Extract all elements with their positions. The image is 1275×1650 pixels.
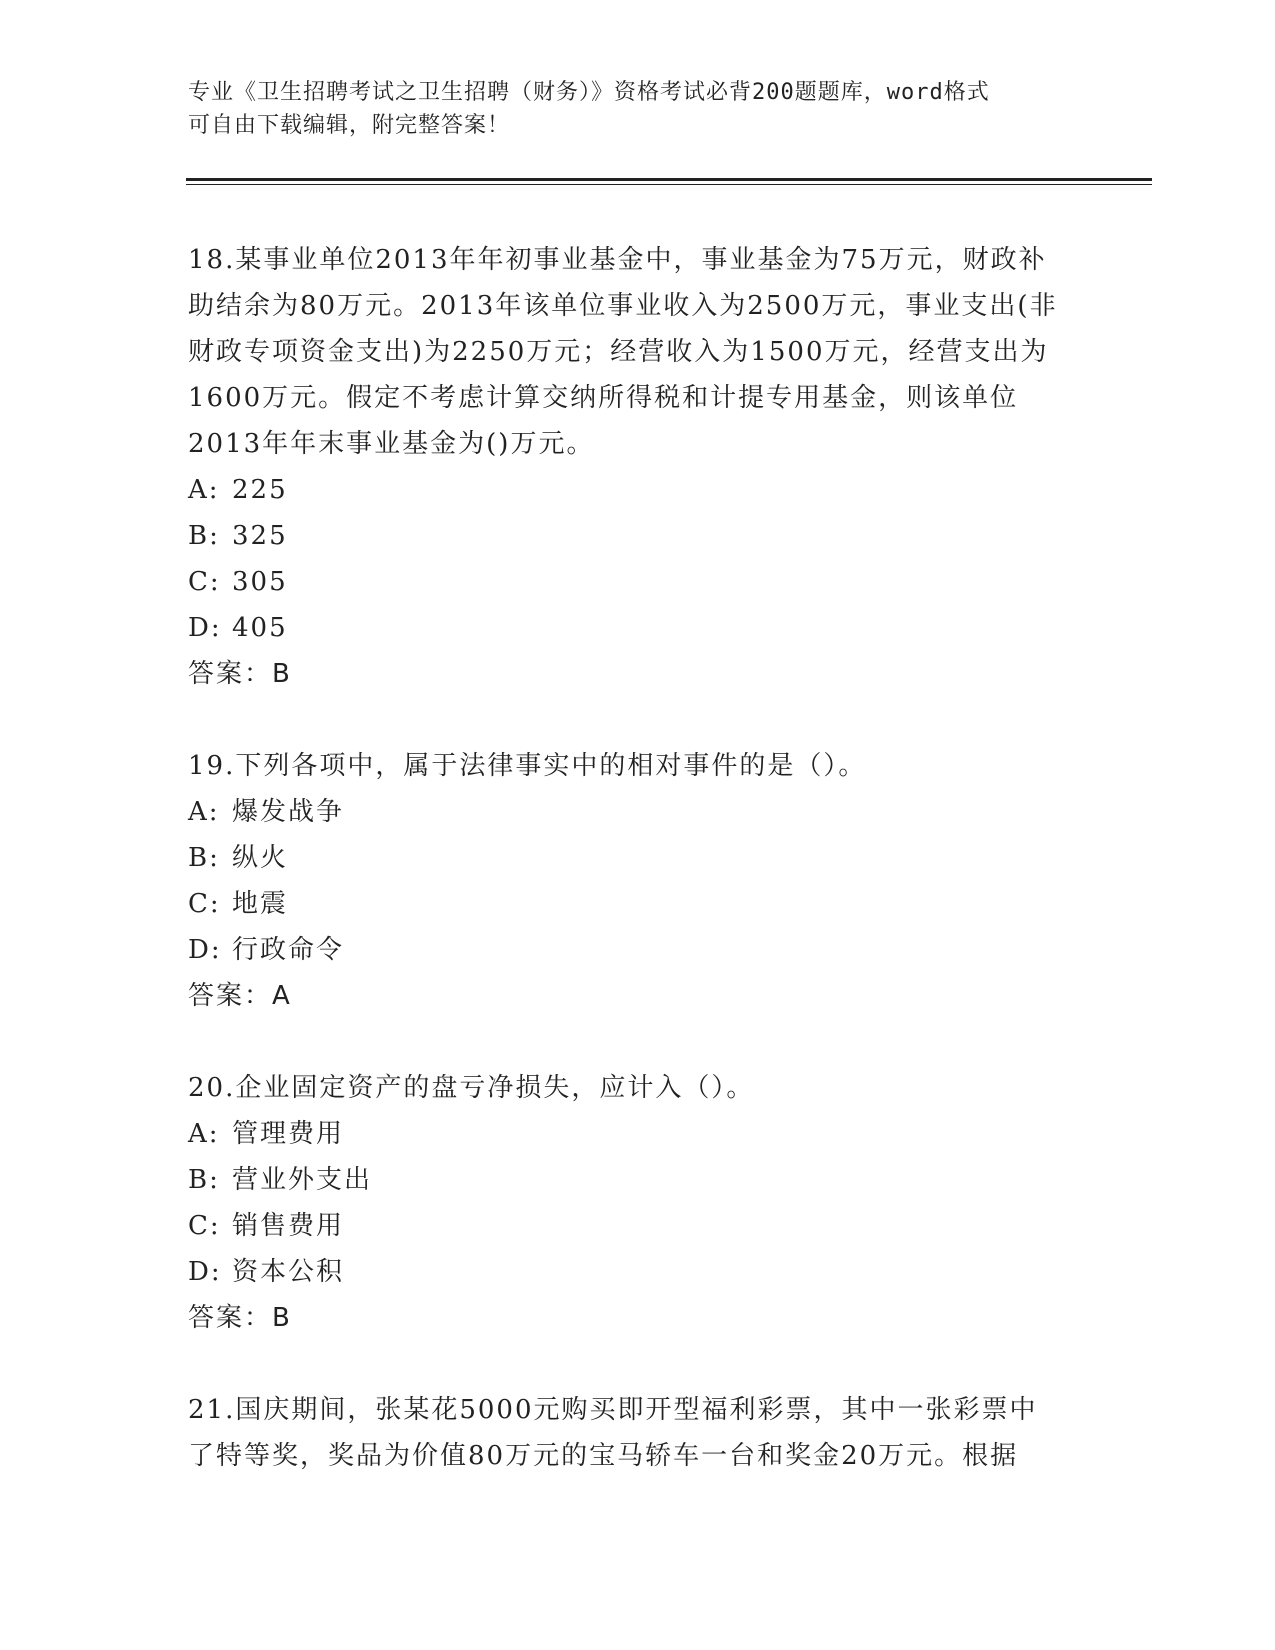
option-key: B:	[188, 521, 220, 551]
option-text: 305	[232, 567, 288, 597]
option-d	[188, 605, 1088, 651]
question-list	[188, 237, 1088, 1479]
option-key: A:	[188, 1119, 220, 1149]
option-key: D:	[188, 935, 222, 965]
option-a	[188, 1111, 1088, 1157]
option-text: 地震	[232, 889, 289, 919]
question-text-line: 1600万元。假定不考虑计算交纳所得税和计提专用基金，则该单位	[188, 383, 1019, 413]
option-text: 营业外支出	[232, 1165, 373, 1195]
question-text-line: 助结余为80万元。2013年该单位事业收入为2500万元，事业支出(非	[188, 291, 1058, 321]
option-key: B:	[188, 1165, 220, 1195]
option-d	[188, 1249, 1088, 1295]
option-text: 225	[232, 475, 288, 505]
header-rule-thick	[186, 178, 1152, 181]
option-key: D:	[188, 613, 222, 643]
option-key: D:	[188, 1257, 222, 1287]
option-b	[188, 835, 1088, 881]
question-19	[188, 743, 1088, 1019]
option-key: C:	[188, 567, 221, 597]
option-text: 爆发战争	[232, 797, 345, 827]
option-key: A:	[188, 797, 220, 827]
question-text-line: 18.某事业单位2013年年初事业基金中，事业基金为75万元，财政补	[188, 245, 1047, 275]
question-text-line: 财政专项资金支出)为2250万元；经营收入为1500万元，经营支出为	[188, 337, 1049, 367]
option-c	[188, 559, 1088, 605]
question-text-line: 20.企业固定资产的盘亏净损失，应计入（）。	[188, 1073, 755, 1103]
option-b	[188, 513, 1088, 559]
option-a	[188, 789, 1088, 835]
option-text: 销售费用	[232, 1211, 345, 1241]
option-key: B:	[188, 843, 220, 873]
header-rule-thin	[186, 184, 1152, 185]
option-key: C:	[188, 889, 221, 919]
option-d	[188, 927, 1088, 973]
option-text: 管理费用	[232, 1119, 345, 1149]
option-a	[188, 467, 1088, 513]
option-key: A:	[188, 475, 220, 505]
answer: 答案：B	[188, 1303, 292, 1333]
option-text: 资本公积	[232, 1257, 345, 1287]
option-text: 325	[232, 521, 288, 551]
question-21	[188, 1387, 1088, 1479]
option-text: 405	[232, 613, 288, 643]
question-20	[188, 1065, 1088, 1341]
answer: 答案：B	[188, 659, 292, 689]
option-b	[188, 1157, 1088, 1203]
option-key: C:	[188, 1211, 221, 1241]
document-header	[188, 76, 1068, 142]
header-line-1: 专业《卫生招聘考试之卫生招聘（财务）》资格考试必背200题题库，word格式	[188, 80, 990, 105]
question-text-line: 19.下列各项中，属于法律事实中的相对事件的是（）。	[188, 751, 867, 781]
question-18	[188, 237, 1088, 697]
option-c	[188, 1203, 1088, 1249]
option-c	[188, 881, 1088, 927]
question-text-line: 21.国庆期间，张某花5000元购买即开型福利彩票，其中一张彩票中	[188, 1395, 1038, 1425]
header-line-2: 可自由下载编辑，附完整答案！	[188, 113, 511, 138]
question-text-line: 了特等奖，奖品为价值80万元的宝马轿车一台和奖金20万元。根据	[188, 1441, 1019, 1471]
option-text: 纵火	[232, 843, 289, 873]
answer: 答案：A	[188, 981, 292, 1011]
option-text: 行政命令	[232, 935, 345, 965]
question-text-line: 2013年年末事业基金为()万元。	[188, 429, 595, 459]
